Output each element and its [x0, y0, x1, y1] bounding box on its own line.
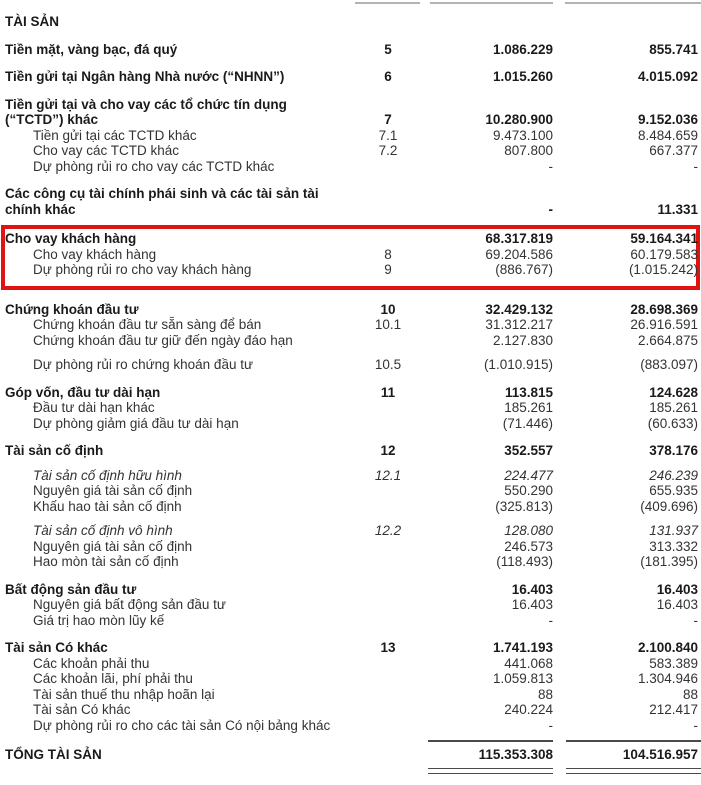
- table-group: [0, 97, 701, 175]
- table-row: [0, 582, 701, 598]
- row-value-prior: -: [693, 158, 698, 174]
- row-note: 7: [384, 112, 392, 127]
- total-double-rule-prior: [566, 768, 701, 774]
- row-value-current: 68.317.819: [485, 231, 553, 246]
- table-group: [0, 69, 701, 85]
- row-label: Tiền mặt, vàng bạc, đá quý: [5, 41, 178, 57]
- row-label: Tiền gửi tại Ngân hàng Nhà nước (“NHNN”): [5, 69, 285, 84]
- table-row: [0, 262, 701, 278]
- table-row: [0, 443, 701, 459]
- row-value-current: 1.059.813: [492, 671, 553, 686]
- row-value-current: (325.813): [495, 498, 553, 514]
- row-note: 10.5: [374, 357, 402, 372]
- total-double-rule-current: [428, 768, 553, 774]
- row-value-current: 246.573: [504, 538, 553, 554]
- table-row: [0, 231, 701, 247]
- row-note: 5: [384, 41, 392, 57]
- row-value-prior: 131.937: [649, 523, 698, 538]
- row-label: Dự phòng rủi ro cho vay các TCTD khác: [33, 158, 275, 174]
- row-value-current: -: [548, 158, 553, 174]
- row-value-current: 352.557: [504, 443, 553, 458]
- table-group: [0, 640, 701, 733]
- table-row: [0, 333, 701, 349]
- row-value-prior: (883.097): [640, 357, 698, 372]
- row-value-current: 1.741.193: [492, 640, 553, 655]
- row-value-current: 113.815: [504, 384, 553, 400]
- row-label: Tiền gửi tại các TCTD khác: [33, 127, 197, 143]
- table-row: [0, 687, 701, 703]
- table-group: [0, 302, 701, 373]
- row-note: 10.1: [374, 317, 402, 332]
- table-row: [0, 42, 701, 58]
- row-note: 12.2: [374, 523, 402, 538]
- row-value-prior: 2.100.840: [637, 640, 698, 655]
- row-note: 12.1: [374, 467, 402, 483]
- row-label: Nguyên giá tài sản cố định: [33, 538, 193, 554]
- row-value-prior: 313.332: [649, 538, 698, 554]
- table-row: [0, 597, 701, 613]
- assets-table: [0, 42, 701, 734]
- highlighted-group: [1, 225, 700, 290]
- table-row: [0, 640, 701, 656]
- table-row: [0, 554, 701, 570]
- table-row: [0, 523, 701, 539]
- row-value-prior: 9.152.036: [637, 112, 698, 127]
- row-note: 7.1: [378, 127, 398, 143]
- row-label: Tài sản cố định vô hình: [33, 523, 173, 538]
- table-row: [0, 69, 701, 85]
- row-value-prior: 655.935: [649, 483, 698, 498]
- row-label: Chứng khoán đầu tư sẵn sàng để bán: [33, 317, 262, 332]
- row-label: Tài sản Có khác: [5, 640, 108, 655]
- row-value-prior: 28.698.369: [630, 301, 698, 317]
- row-value-current: (886.767): [495, 262, 553, 277]
- row-label: Giá trị hao mòn lũy kế: [33, 612, 165, 628]
- row-value-prior: 1.304.946: [637, 671, 698, 686]
- row-value-prior: (1.015.242): [628, 262, 698, 277]
- row-label: Dự phòng rủi ro cho vay khách hàng: [33, 262, 252, 277]
- row-label: Cho vay khách hàng: [33, 246, 157, 262]
- row-note: 13: [380, 640, 396, 655]
- row-label: Các công cụ tài chính phái sinh và các tài sản tài chính khác: [5, 186, 319, 217]
- section-title: TÀI SẢN: [5, 14, 59, 29]
- row-label: Đầu tư dài hạn khác: [33, 400, 155, 415]
- row-value-current: 32.429.132: [485, 301, 553, 317]
- row-value-current: -: [548, 201, 553, 217]
- pre-total-rule: [0, 740, 701, 742]
- table-row: [0, 385, 701, 401]
- table-row: [0, 718, 701, 734]
- table-row: [0, 656, 701, 672]
- total-label: TỔNG TÀI SẢN: [5, 747, 102, 762]
- row-value-prior: 583.389: [649, 655, 698, 671]
- row-value-current: 441.068: [504, 655, 553, 671]
- table-row: [0, 671, 701, 687]
- table-row: [0, 468, 701, 484]
- row-value-current: (1.010.915): [483, 357, 553, 372]
- row-note: 6: [384, 69, 392, 84]
- row-value-current: 550.290: [504, 483, 553, 498]
- row-label: Tài sản thuế thu nhập hoãn lại: [33, 686, 215, 702]
- row-value-prior: 212.417: [649, 702, 698, 717]
- row-note: 9: [384, 262, 392, 277]
- row-note: 11: [380, 384, 396, 400]
- note-column-underline: [355, 2, 420, 4]
- row-note: 10: [380, 301, 396, 317]
- row-label: Dự phòng giảm giá đầu tư dài hạn: [33, 415, 239, 431]
- row-label: Khấu hao tài sản cố định: [33, 498, 182, 514]
- row-value-current: 69.204.586: [485, 246, 553, 262]
- row-value-prior: 88: [682, 686, 698, 702]
- row-value-prior: (60.633): [647, 415, 698, 431]
- table-group: [0, 186, 701, 217]
- table-row: [0, 499, 701, 515]
- row-label: Dự phòng rủi ro cho các tài sản Có nội bảng khác: [33, 717, 331, 733]
- pre-total-rule-prior: [566, 740, 701, 742]
- row-value-prior: 378.176: [649, 443, 698, 458]
- row-value-prior: 60.179.583: [630, 246, 698, 262]
- row-value-current: 1.015.260: [492, 69, 553, 84]
- row-value-current: 185.261: [504, 400, 553, 415]
- row-value-prior: 16.403: [656, 581, 698, 597]
- row-note: 8: [384, 246, 392, 262]
- table-row: [0, 400, 701, 416]
- table-group: [0, 582, 701, 629]
- table-group: [0, 385, 701, 432]
- row-value-current: 9.473.100: [492, 127, 553, 143]
- table-row: [0, 97, 701, 128]
- row-value-current: -: [548, 717, 553, 733]
- table-row: [0, 416, 701, 432]
- row-value-prior: (181.395): [640, 554, 698, 569]
- table-row: [0, 539, 701, 555]
- total-double-rule: [0, 768, 701, 774]
- table-row: [0, 613, 701, 629]
- table-row: [0, 143, 701, 159]
- row-value-current: 31.312.217: [485, 317, 553, 332]
- row-label: Hao mòn tài sản cố định: [33, 554, 179, 569]
- row-value-current: 128.080: [504, 523, 553, 538]
- row-note: 7.2: [378, 143, 398, 158]
- row-value-current: 1.086.229: [492, 41, 553, 57]
- row-label: Chứng khoán đầu tư: [5, 301, 139, 317]
- row-value-current: 224.477: [504, 467, 553, 483]
- row-label: Nguyên giá bất động sản đầu tư: [33, 597, 226, 612]
- row-value-current: (118.493): [496, 554, 553, 569]
- table-row: [0, 483, 701, 499]
- row-label: Tài sản Có khác: [33, 702, 131, 717]
- row-value-current: 240.224: [504, 702, 553, 717]
- row-value-prior: 667.377: [649, 143, 698, 158]
- total-value-current: 115.353.308: [478, 747, 553, 762]
- row-value-current: 88: [537, 686, 553, 702]
- table-row: [0, 247, 701, 263]
- table-row: [0, 302, 701, 318]
- row-label: Cho vay các TCTD khác: [33, 143, 180, 158]
- row-value-prior: 185.261: [649, 400, 698, 415]
- row-value-current: 16.403: [511, 597, 553, 612]
- row-value-prior: 59.164.341: [630, 231, 698, 246]
- table-group: [0, 42, 701, 58]
- row-value-prior: 11.331: [657, 201, 698, 217]
- row-label: Tiền gửi tại và cho vay các tổ chức tín dụng (“TCTD”) khác: [5, 96, 287, 127]
- total-row: [0, 747, 701, 763]
- table-row: [0, 159, 701, 175]
- row-value-prior: 8.484.659: [637, 127, 698, 143]
- table-row: [0, 702, 701, 718]
- table-row: [0, 186, 701, 217]
- table-group: [0, 443, 701, 570]
- row-value-prior: 4.015.092: [637, 69, 698, 84]
- row-value-current: 807.800: [504, 143, 553, 158]
- row-value-prior: 246.239: [649, 467, 698, 483]
- row-label: Chứng khoán đầu tư giữ đến ngày đáo hạn: [33, 332, 293, 348]
- row-label: Các khoản lãi, phí phải thu: [33, 671, 193, 686]
- row-value-current: (71.446): [502, 415, 553, 431]
- row-value-prior: 855.741: [649, 41, 698, 57]
- row-label: Nguyên giá tài sản cố định: [33, 483, 193, 498]
- row-value-current: -: [548, 612, 553, 628]
- row-label: Tài sản cố định: [5, 443, 104, 458]
- pre-total-rule-current: [428, 740, 553, 742]
- current-year-column-underline: [430, 2, 553, 4]
- row-value-current: 2.127.830: [492, 332, 553, 348]
- table-row: [0, 128, 701, 144]
- row-label: Cho vay khách hàng: [5, 231, 137, 246]
- row-label: Bất động sản đầu tư: [5, 581, 137, 597]
- row-note: 12: [380, 443, 396, 458]
- row-value-current: 16.403: [511, 581, 553, 597]
- row-label: Các khoản phải thu: [33, 655, 150, 671]
- row-value-current: 10.280.900: [485, 112, 553, 127]
- row-value-prior: 124.628: [649, 384, 698, 400]
- row-label: Góp vốn, đầu tư dài hạn: [5, 384, 161, 400]
- row-value-prior: 2.664.875: [637, 332, 698, 348]
- row-label: Tài sản cố định hữu hình: [33, 467, 182, 483]
- row-value-prior: 26.916.591: [630, 317, 698, 332]
- row-value-prior: 16.403: [656, 597, 698, 612]
- table-row: [0, 317, 701, 333]
- prior-year-column-underline: [565, 2, 701, 4]
- total-value-prior: 104.516.957: [622, 747, 698, 762]
- row-value-prior: (409.696): [640, 498, 698, 514]
- row-value-prior: -: [693, 612, 698, 628]
- row-label: Dự phòng rủi ro chứng khoán đầu tư: [33, 357, 253, 372]
- table-row: [0, 357, 701, 373]
- row-value-prior: -: [693, 717, 698, 733]
